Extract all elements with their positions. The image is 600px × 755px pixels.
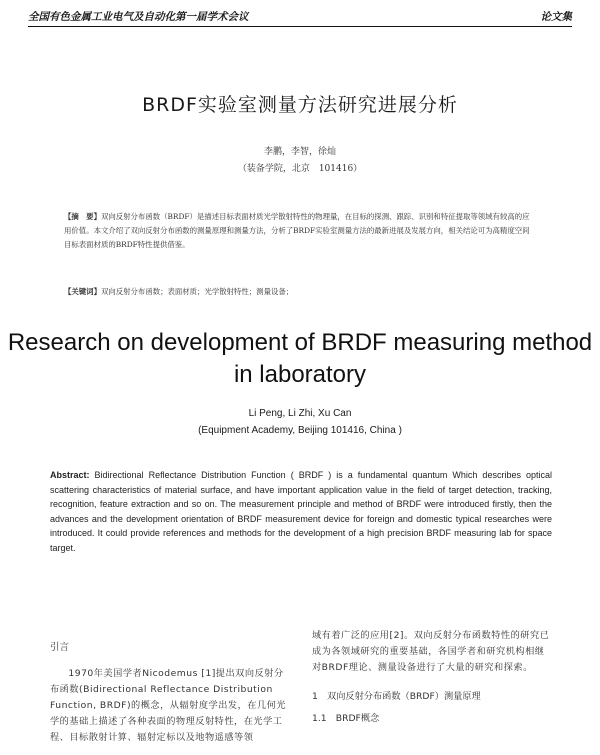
chinese-abstract-label: 【摘 要】: [64, 212, 101, 221]
section-1-heading: 1 双向反射分布函数（BRDF）测量原理: [312, 691, 481, 702]
chinese-affiliation: （装备学院，北京 101416）: [237, 164, 363, 174]
conference-name: 全国有色金属工业电气及自动化第一届学术会议: [28, 11, 249, 23]
section-1-1-heading: 1.1 BRDF概念: [312, 713, 380, 724]
chinese-abstract-text: 双向反射分布函数（BRDF）是描述目标表面材质光学散射特性的物理量，在目标的探测、跟踪、识别和特征提取等领域有较高的应用价值。本文介绍了双向反射分布函数的测量原理和测量方法，分析了BRDF实验室测量方法的最新进展及发展方向，相关结论可为高精度空间目标表面材质的BRDF特性提供借鉴。: [64, 212, 530, 249]
section-label: 论文集: [540, 11, 572, 23]
english-affiliation: (Equipment Academy, Beijing 101416, China ): [198, 425, 402, 436]
chinese-keywords-text: 双向反射分布函数；表面材质；光学散射特性；测量设备；: [100, 287, 294, 296]
english-authors: Li Peng, Li Zhi, Xu Can: [248, 408, 352, 419]
left-column: [50, 640, 290, 746]
continued-paragraph: 域有着广泛的应用[2]。双向反射分布函数特性的研究已成为各领域研究的重要基础，各国学者和研究机构相继对BRDF理论、测量设备进行了大量的研究和探索。: [312, 630, 550, 673]
english-abstract: [50, 468, 552, 556]
chinese-authors: 李鹏，李智，徐灿: [263, 147, 336, 157]
english-title-line1: Research on development of BRDF measuring method: [7, 329, 593, 356]
english-abstract-label: Abstract:: [50, 470, 90, 480]
english-title-line2: in laboratory: [233, 361, 367, 388]
intro-heading: 引言: [50, 642, 70, 653]
english-title: [0, 327, 600, 391]
header-rule: [28, 26, 572, 27]
chinese-keywords-label: 【关键词】: [64, 287, 101, 296]
chinese-title: BRDF实验室测量方法研究进展分析: [142, 94, 458, 116]
intro-paragraph: 1970年美国学者Nicodemus [1]提出双向反射分布函数(Bidirectional Reflectance Distribution Function, BRDF)的概念，从辐射度学出发，在几何光学的基础上描述了各种表面的物理反射特性，在光学工程、目标散射计算、辐射定标以及地物遥感等领: [50, 668, 287, 743]
chinese-abstract: [64, 210, 534, 252]
english-abstract-text: Bidirectional Reflectance Distribution Function ( BRDF ) is a fundamental quantum Which describes optical scattering characteristics of material surface, and have important application value in the field of target detection, tracking, recognition, feature extraction and so on. The measurement principle and method of BRDF were introduced firstly, then the advances and the development orientation of BRDF measurement device for foreign and domestic typical researches were introduced. It could provide references and methods for the development of a high precision BRDF measuring lab for space target.: [50, 470, 552, 553]
chinese-keywords: [64, 286, 534, 297]
right-column: [312, 628, 552, 727]
running-header: [28, 9, 572, 25]
